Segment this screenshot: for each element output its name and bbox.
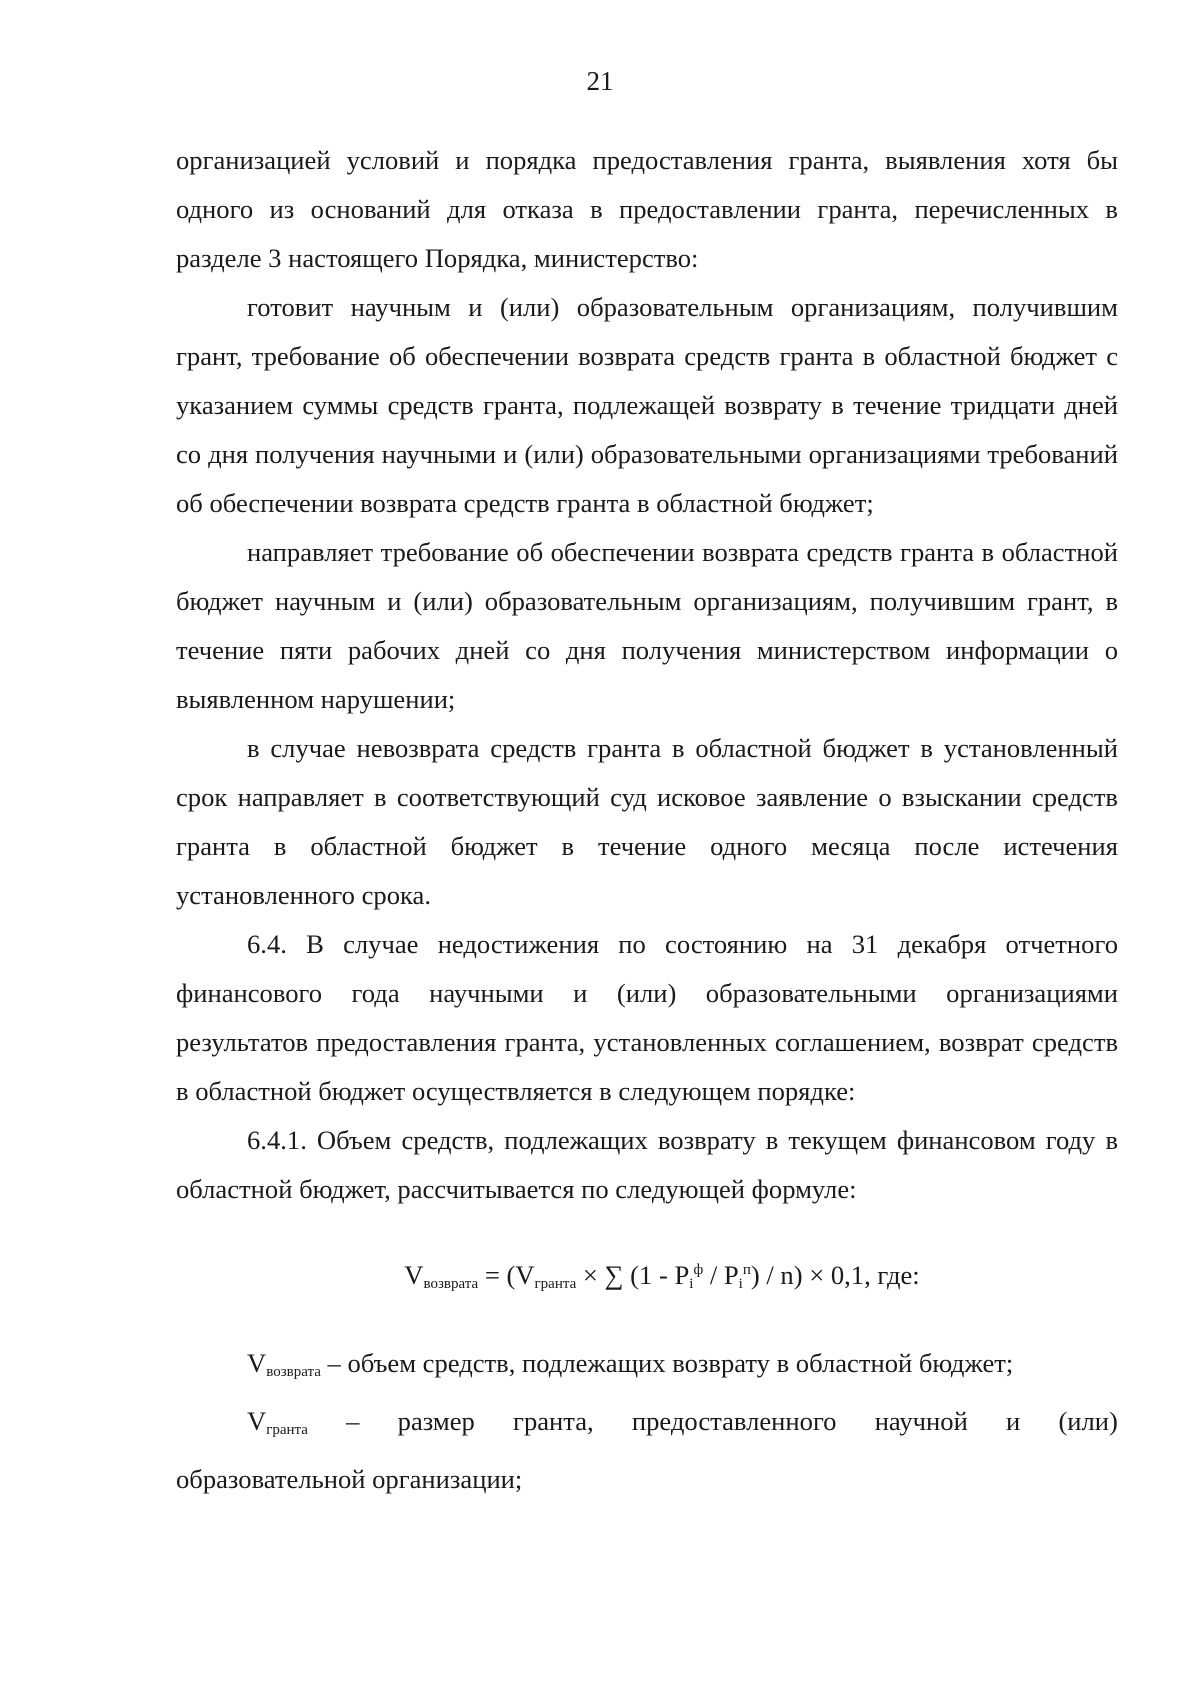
definition-v-vozvrata bbox=[176, 1339, 1118, 1397]
formula-text: / P bbox=[703, 1260, 739, 1290]
definition-word: размер bbox=[397, 1406, 475, 1436]
definition-v-granta bbox=[176, 1397, 1118, 1455]
definition-symbol: V bbox=[247, 1348, 267, 1378]
body-text bbox=[176, 136, 1118, 1504]
formula-subscript: i bbox=[738, 1276, 743, 1292]
formula-subscript: возврата bbox=[423, 1276, 479, 1292]
return-amount-formula bbox=[176, 1246, 1118, 1309]
definition-word: научной bbox=[874, 1406, 968, 1436]
definition-subscript: возврата bbox=[266, 1364, 321, 1380]
paragraph-court-claim: в случае невозврата средств гранта в областной бюджет в установленный срок направляет в соответствующий суд исковое заявление о взыскании средств гранта в областной бюджет в течение одного месяца после истечения установленного срока. bbox=[176, 733, 1118, 910]
paragraph-continuation: организацией условий и порядка предоставления гранта, выявления хотя бы одного из оснований для отказа в предоставлении гранта, перечисленных в разделе 3 настоящего Порядка, министерство: bbox=[176, 145, 1118, 273]
definition-word: – bbox=[346, 1406, 360, 1436]
definition-symbol-group bbox=[247, 1397, 308, 1455]
paragraph-6-4-1: 6.4.1. Объем средств, подлежащих возврату в текущем финансовом году в областной бюджет, рассчитывается по следующей формуле: bbox=[176, 1125, 1118, 1204]
formula-superscript: ф bbox=[693, 1262, 704, 1278]
definition-symbol: V bbox=[247, 1406, 267, 1436]
paragraph-prepare-demand: готовит научным и (или) образовательным организациям, получившим грант, требование об обеспечении возврата средств гранта в областной бюджет с указанием суммы средств гранта, подлежащей возврату в течение тридцати дней со дня получения научными и (или) образовательными организациями требований об обеспечении возврата средств гранта в областной бюджет; bbox=[176, 292, 1118, 518]
definition-text: – объем средств, подлежащих возврату в областной бюджет; bbox=[320, 1348, 1014, 1378]
formula-symbol: V bbox=[404, 1260, 424, 1290]
formula-text: = (V bbox=[478, 1260, 535, 1290]
paragraph-6-4: 6.4. В случае недостижения по состоянию на 31 декабря отчетного финансового года научными и (или) образовательными организациями результатов предоставления гранта, установленных соглашением, возврат средств в областной бюджет осуществляется в следующем порядке: bbox=[176, 929, 1118, 1106]
formula-subscript: i bbox=[689, 1276, 694, 1292]
definition-v-granta-continuation: образовательной организации; bbox=[176, 1464, 523, 1494]
formula-superscript: п bbox=[742, 1262, 751, 1278]
formula-subscript: гранта bbox=[534, 1276, 577, 1292]
definition-word: (или) bbox=[1058, 1406, 1118, 1436]
definition-word: и bbox=[1006, 1406, 1021, 1436]
definition-subscript: гранта bbox=[266, 1422, 308, 1438]
formula-text: ) / n) × 0,1, где: bbox=[750, 1260, 920, 1290]
definition-word: гранта, bbox=[513, 1406, 594, 1436]
paragraph-send-demand: направляет требование об обеспечении возврата средств гранта в областной бюджет научным и (или) образовательным организациям, получившим грант, в течение пяти рабочих дней со дня получения министерством информации о выявленном нарушении; bbox=[176, 537, 1118, 714]
definition-word: предоставленного bbox=[631, 1406, 837, 1436]
formula-text: × ∑ (1 - P bbox=[576, 1260, 690, 1290]
page-number: 21 bbox=[586, 66, 614, 96]
